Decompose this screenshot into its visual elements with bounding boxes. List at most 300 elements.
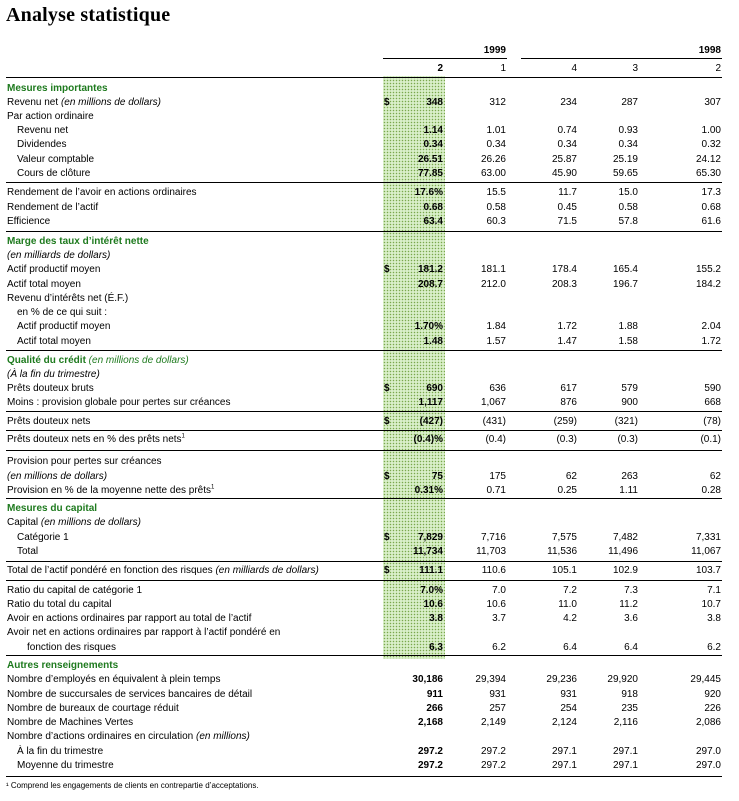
- value-cell-q4: 1.72: [701, 336, 721, 347]
- value-cell-q1: 26.26: [480, 154, 506, 165]
- row-label-text: À la fin du trimestre: [17, 746, 104, 757]
- value-cell-q0: 30,186: [412, 674, 443, 685]
- table-row: [0, 235, 739, 249]
- row-label: [7, 249, 110, 263]
- section-rule-9: [6, 655, 722, 656]
- value-cell-q1: 11,703: [476, 546, 506, 557]
- value-cell-q0: 77.85: [417, 168, 443, 179]
- value-cell-q3: 0.34: [618, 139, 638, 150]
- row-label-text: Prêts douteux bruts: [7, 383, 94, 394]
- value-cell-q3: 165.4: [612, 264, 638, 275]
- value-cell-q0: 75: [431, 471, 443, 482]
- value-cell-q0: 1.48: [423, 336, 443, 347]
- row-label-text: Revenu d’intérêts net (É.F.): [7, 293, 129, 304]
- value-cell-q2: 45.90: [551, 168, 577, 179]
- row-label-text: Nombre de bureaux de courtage réduit: [7, 703, 179, 714]
- row-label-text: Provision pour pertes sur créances: [7, 456, 162, 467]
- row-label: [7, 278, 81, 292]
- row-label-text: Nombre d’actions ordinaires en circulation: [7, 731, 196, 742]
- row-label-text: Revenu net: [7, 97, 61, 108]
- footnote: ¹ Comprend les engagements de clients en contrepartie d’acceptations.: [6, 781, 259, 790]
- value-cell-q2: 11.0: [558, 599, 577, 610]
- table-bottom-rule: [6, 776, 722, 777]
- row-label-text: Avoir en actions ordinaires par rapport au total de l’actif: [7, 613, 252, 624]
- row-label: [17, 531, 69, 545]
- table-row: [0, 702, 739, 716]
- table-row: [0, 167, 739, 181]
- value-cell-q1: (431): [482, 416, 506, 427]
- row-label-text: Revenu net: [17, 125, 69, 136]
- quarter-header-2: 4: [571, 63, 577, 74]
- row-label-text: Actif total moyen: [7, 279, 81, 290]
- page-title: Analyse statistique: [6, 4, 171, 26]
- table-row: [0, 626, 739, 640]
- table-row: [0, 82, 739, 96]
- row-label-text: Total: [17, 546, 39, 557]
- row-label-unit: (en millions de dollars): [40, 517, 141, 528]
- year-1999-header: 1999: [483, 45, 506, 56]
- value-cell-q2: 1.72: [557, 321, 577, 332]
- value-cell-q1: 175: [489, 471, 506, 482]
- value-cell-q1: 2,149: [480, 717, 506, 728]
- value-cell-q0: 11,734: [412, 546, 443, 557]
- row-label: [7, 688, 252, 702]
- row-label-text: Ratio du total du capital: [7, 599, 112, 610]
- row-label: [17, 335, 91, 349]
- value-cell-q0: 3.8: [429, 613, 443, 624]
- section-rule-5: [6, 450, 722, 451]
- dollar-sign: $: [384, 383, 390, 394]
- row-label: [7, 433, 185, 447]
- value-cell-q2: 2,124: [551, 717, 577, 728]
- table-row: [0, 745, 739, 759]
- value-cell-q3: 25.19: [612, 154, 638, 165]
- row-label-unit: (en millions de dollars): [85, 355, 189, 366]
- value-cell-q1: 10.6: [486, 599, 506, 610]
- row-label: [7, 564, 319, 578]
- section-rule-3: [6, 411, 722, 412]
- value-cell-q2: 7.2: [563, 585, 577, 596]
- value-cell-q0: 1.70%: [414, 321, 443, 332]
- value-cell-q1: 0.58: [486, 202, 506, 213]
- row-label-text: Nombre d’employés en équivalent à plein temps: [7, 674, 221, 685]
- value-cell-q4: 2.04: [701, 321, 721, 332]
- value-cell-q1: 297.2: [480, 760, 506, 771]
- value-cell-q0: 111.1: [419, 565, 443, 576]
- value-cell-q4: 297.0: [695, 746, 721, 757]
- table-row: [0, 186, 739, 200]
- row-label-text: Nombre de succursales de services bancaires de détail: [7, 689, 253, 700]
- row-label: [17, 124, 68, 138]
- value-cell-q0: 63.4: [423, 216, 443, 227]
- row-label: [7, 470, 107, 484]
- row-label: [7, 502, 97, 516]
- row-label: [7, 455, 162, 469]
- row-label-text: Capital: [7, 517, 41, 528]
- value-cell-q3: 579: [621, 383, 638, 394]
- value-cell-q3: 2,116: [613, 717, 638, 728]
- row-label: [7, 382, 94, 396]
- section-rule-1: [6, 231, 722, 232]
- row-label-text: Efficience: [7, 216, 51, 227]
- value-cell-q1: (0.4): [485, 434, 506, 445]
- value-cell-q4: 184.2: [695, 279, 721, 290]
- table-row: [0, 584, 739, 598]
- value-cell-q0: 17.6%: [414, 187, 443, 198]
- value-cell-q0: 0.34: [423, 139, 443, 150]
- row-label-text: Moyenne du trimestre: [17, 760, 114, 771]
- value-cell-q1: 6.2: [492, 642, 506, 653]
- row-label-text: Actif productif moyen: [7, 264, 101, 275]
- row-label: [7, 82, 108, 96]
- row-label: [7, 716, 133, 730]
- value-cell-q2: 4.2: [563, 613, 577, 624]
- value-cell-q1: 29,394: [475, 674, 506, 685]
- table-row: [0, 335, 739, 349]
- quarter-header-4: 2: [715, 63, 721, 74]
- value-cell-q3: 1.11: [619, 485, 638, 496]
- dollar-sign: $: [384, 97, 390, 108]
- value-cell-q4: (78): [703, 416, 721, 427]
- value-cell-q1: 297.2: [480, 746, 506, 757]
- value-cell-q4: 2,086: [695, 717, 721, 728]
- dollar-sign: $: [384, 416, 390, 427]
- value-cell-q4: 668: [704, 397, 721, 408]
- row-label-text: Actif total moyen: [17, 336, 91, 347]
- row-label: [17, 745, 103, 759]
- table-row: [0, 730, 739, 744]
- value-cell-q3: 15.0: [618, 187, 638, 198]
- table-row: [0, 673, 739, 687]
- value-cell-q3: 7,482: [612, 532, 638, 543]
- value-cell-q2: 0.25: [557, 485, 577, 496]
- value-cell-q1: 15.5: [486, 187, 506, 198]
- value-cell-q1: 636: [489, 383, 506, 394]
- row-label-text: Mesures du capital: [7, 503, 98, 514]
- table-row: [0, 598, 739, 612]
- row-label: [7, 612, 251, 626]
- value-cell-q3: 59.65: [612, 168, 638, 179]
- row-label-text: Dividendes: [17, 139, 67, 150]
- table-row: [0, 396, 739, 410]
- value-cell-q2: 11,536: [547, 546, 577, 557]
- table-row: [0, 612, 739, 626]
- value-cell-q4: 17.3: [701, 187, 721, 198]
- value-cell-q3: 102.9: [612, 565, 638, 576]
- section-rule-2: [6, 350, 722, 351]
- row-label-text: Prêts douteux nets en % des prêts nets: [7, 434, 182, 445]
- section-rule-6: [6, 498, 722, 499]
- table-row: [0, 110, 739, 124]
- value-cell-q1: 931: [489, 689, 506, 700]
- section-rule-8: [6, 580, 722, 581]
- value-cell-q2: 6.4: [563, 642, 577, 653]
- value-cell-q1: 1,067: [480, 397, 506, 408]
- dollar-sign: $: [384, 532, 390, 543]
- value-cell-q0: 6.3: [429, 642, 443, 653]
- table-row: [0, 249, 739, 263]
- footnote-marker: 1: [211, 484, 215, 491]
- section-rule-7: [6, 561, 722, 562]
- quarter-header-0: 2: [437, 63, 443, 74]
- value-cell-q3: (0.3): [617, 434, 638, 445]
- value-cell-q4: 62: [709, 471, 721, 482]
- table-row: [0, 516, 739, 530]
- value-cell-q4: 11,067: [691, 546, 721, 557]
- quarter-header-1: 1: [500, 63, 506, 74]
- value-cell-q3: 3.6: [624, 613, 638, 624]
- row-label: [7, 186, 197, 200]
- value-cell-q2: 297.1: [551, 746, 577, 757]
- row-label-text: Mesures importantes: [7, 83, 108, 94]
- row-label-text: Actif productif moyen: [17, 321, 111, 332]
- table-row: [0, 484, 739, 498]
- value-cell-q4: 3.8: [707, 613, 721, 624]
- table-row: [0, 641, 739, 655]
- table-row: [0, 759, 739, 773]
- table-row: [0, 531, 739, 545]
- row-label-text: en % de ce qui suit :: [17, 307, 108, 318]
- value-cell-q3: 57.8: [618, 216, 638, 227]
- value-cell-q4: 1.00: [701, 125, 721, 136]
- table-row: [0, 292, 739, 306]
- value-cell-q0: 348: [426, 97, 443, 108]
- value-cell-q3: 0.58: [618, 202, 638, 213]
- value-cell-q1: 1.57: [486, 336, 506, 347]
- value-cell-q3: 11.2: [619, 599, 638, 610]
- row-label: [7, 110, 94, 124]
- value-cell-q3: 297.1: [612, 760, 638, 771]
- value-cell-q1: 7.0: [492, 585, 506, 596]
- value-cell-q3: 11,496: [608, 546, 638, 557]
- value-cell-q3: 900: [621, 397, 638, 408]
- value-cell-q2: 297.1: [551, 760, 577, 771]
- value-cell-q0: 0.68: [423, 202, 443, 213]
- row-label-unit: (en millions de dollars): [60, 97, 161, 108]
- value-cell-q0: 2,168: [417, 717, 443, 728]
- value-cell-q3: 6.4: [624, 642, 638, 653]
- value-cell-q4: 920: [704, 689, 721, 700]
- value-cell-q0: 181.2: [417, 264, 443, 275]
- row-label: [7, 702, 179, 716]
- quarter-header-3: 3: [632, 63, 638, 74]
- value-cell-q0: 26.51: [417, 154, 443, 165]
- row-label-text: Marge des taux d’intérêt nette: [7, 236, 149, 247]
- row-label: [7, 516, 141, 530]
- footnote-marker: 1: [181, 433, 185, 440]
- row-label-text: Rendement de l’actif: [7, 202, 99, 213]
- value-cell-q0: 7,829: [417, 532, 443, 543]
- value-cell-q4: 0.32: [701, 139, 721, 150]
- row-label: [17, 153, 94, 167]
- value-cell-q2: 7,575: [551, 532, 577, 543]
- value-cell-q2: 1.47: [557, 336, 577, 347]
- row-label: [7, 598, 112, 612]
- row-label: [7, 201, 98, 215]
- row-label: [7, 263, 100, 277]
- value-cell-q3: 263: [621, 471, 638, 482]
- table-row: [0, 215, 739, 229]
- value-cell-q0: 208.7: [417, 279, 443, 290]
- table-row: [0, 153, 739, 167]
- row-label: [7, 292, 128, 306]
- value-cell-q4: 6.2: [707, 642, 721, 653]
- row-label: [7, 584, 142, 598]
- value-cell-q3: 0.93: [618, 125, 638, 136]
- value-cell-q4: 61.6: [701, 216, 721, 227]
- value-cell-q4: 155.2: [695, 264, 721, 275]
- table-row: [0, 263, 739, 277]
- value-cell-q2: 178.4: [551, 264, 577, 275]
- row-label-text: Prêts douteux nets: [7, 416, 91, 427]
- value-cell-q2: 0.45: [557, 202, 577, 213]
- row-label-text: Provision en % de la moyenne nette des prêts: [7, 485, 212, 496]
- value-cell-q1: 63.00: [480, 168, 506, 179]
- value-cell-q4: 24.12: [695, 154, 721, 165]
- row-label: [17, 167, 90, 181]
- dollar-sign: $: [384, 264, 390, 275]
- value-cell-q2: 29,236: [546, 674, 577, 685]
- row-label-text: Cours de clôture: [17, 168, 91, 179]
- value-cell-q1: 3.7: [492, 613, 506, 624]
- value-cell-q1: 257: [489, 703, 506, 714]
- row-label: [7, 215, 50, 229]
- table-row: [0, 415, 739, 429]
- value-cell-q3: 297.1: [612, 746, 638, 757]
- year-1999-underline: [383, 58, 507, 59]
- value-cell-q4: 297.0: [695, 760, 721, 771]
- value-cell-q0: 1,117: [418, 397, 443, 408]
- value-cell-q2: (0.3): [556, 434, 577, 445]
- table-row: [0, 455, 739, 469]
- table-row: [0, 716, 739, 730]
- row-label: [7, 354, 189, 368]
- row-label: [17, 545, 38, 559]
- value-cell-q1: 0.34: [486, 139, 506, 150]
- value-cell-q3: 1.88: [618, 321, 638, 332]
- value-cell-q4: (0.1): [700, 434, 721, 445]
- row-label: [7, 415, 90, 429]
- value-cell-q2: 208.3: [551, 279, 577, 290]
- value-cell-q2: 617: [560, 383, 577, 394]
- table-row: [0, 545, 739, 559]
- value-cell-q4: 10.7: [701, 599, 721, 610]
- value-cell-q4: 65.30: [695, 168, 721, 179]
- value-cell-q2: 0.74: [557, 125, 577, 136]
- value-cell-q1: 7,716: [480, 532, 506, 543]
- row-label-text: Ratio du capital de catégorie 1: [7, 585, 143, 596]
- value-cell-q0: 0.31%: [414, 485, 443, 496]
- table-row: [0, 688, 739, 702]
- row-label: [17, 306, 107, 320]
- row-label: [7, 368, 100, 382]
- value-cell-q3: 918: [621, 689, 638, 700]
- value-cell-q3: 196.7: [612, 279, 638, 290]
- row-label-text: fonction des risques: [27, 642, 116, 653]
- row-label-unit: (en milliards de dollars): [215, 565, 319, 576]
- table-row: [0, 354, 739, 368]
- value-cell-q1: 110.6: [481, 565, 506, 576]
- table-row: [0, 433, 739, 447]
- year-1998-header: 1998: [698, 45, 721, 56]
- table-row: [0, 470, 739, 484]
- value-cell-q4: 590: [704, 383, 721, 394]
- value-cell-q2: 62: [565, 471, 577, 482]
- value-cell-q3: 287: [621, 97, 638, 108]
- table-row: [0, 138, 739, 152]
- row-label: [17, 320, 110, 334]
- row-label-text: Qualité du crédit: [7, 355, 86, 366]
- value-cell-q1: 312: [489, 97, 506, 108]
- value-cell-q3: 7.3: [624, 585, 638, 596]
- value-cell-q3: 1.58: [618, 336, 638, 347]
- table-row: [0, 278, 739, 292]
- dollar-sign: $: [384, 471, 390, 482]
- value-cell-q0: (427): [419, 416, 443, 427]
- row-label: [7, 673, 220, 687]
- row-label: [7, 659, 118, 673]
- table-row: [0, 502, 739, 516]
- row-label: [7, 730, 250, 744]
- value-cell-q4: 7,331: [695, 532, 721, 543]
- value-cell-q2: 234: [560, 97, 577, 108]
- value-cell-q3: 235: [621, 703, 638, 714]
- value-cell-q0: 911: [426, 689, 443, 700]
- row-label-text: Rendement de l’avoir en actions ordinaires: [7, 187, 197, 198]
- dollar-sign: $: [384, 565, 390, 576]
- value-cell-q1: 60.3: [486, 216, 506, 227]
- value-cell-q2: 931: [560, 689, 577, 700]
- table-row: [0, 320, 739, 334]
- row-label-text: Moins : provision globale pour pertes sur créances: [7, 397, 231, 408]
- value-cell-q0: 266: [426, 703, 443, 714]
- value-cell-q1: 0.71: [486, 485, 506, 496]
- value-cell-q2: (259): [553, 416, 577, 427]
- value-cell-q0: 297.2: [417, 746, 443, 757]
- value-cell-q1: 212.0: [480, 279, 506, 290]
- row-label: [17, 759, 114, 773]
- value-cell-q2: 11.7: [558, 187, 577, 198]
- value-cell-q2: 254: [560, 703, 577, 714]
- row-label: [17, 138, 66, 152]
- table-row: [0, 306, 739, 320]
- row-label-text: Total de l’actif pondéré en fonction des risques: [7, 565, 216, 576]
- row-label: [27, 641, 116, 655]
- year-1998-underline: [521, 58, 722, 59]
- value-cell-q4: 307: [704, 97, 721, 108]
- section-rule-0: [6, 182, 722, 183]
- value-cell-q2: 876: [560, 397, 577, 408]
- row-label-text: Autres renseignements: [7, 660, 119, 671]
- value-cell-q2: 0.34: [557, 139, 577, 150]
- row-label-text: Valeur comptable: [17, 154, 95, 165]
- value-cell-q4: 226: [704, 703, 721, 714]
- value-cell-q1: 1.01: [486, 125, 506, 136]
- value-cell-q0: 690: [426, 383, 443, 394]
- row-label-unit: (en millions de dollars): [7, 471, 108, 482]
- value-cell-q0: 7.0%: [420, 585, 443, 596]
- value-cell-q2: 25.87: [551, 154, 577, 165]
- row-label-unit: (À la fin du trimestre): [7, 369, 100, 380]
- row-label: [7, 626, 280, 640]
- table-row: [0, 201, 739, 215]
- value-cell-q0: 1.14: [423, 125, 443, 136]
- table-row: [0, 96, 739, 110]
- value-cell-q4: 0.68: [701, 202, 721, 213]
- row-label-text: Avoir net en actions ordinaires par rapport à l’actif pondéré en: [7, 627, 281, 638]
- table-row: [0, 368, 739, 382]
- row-label-text: Nombre de Machines Vertes: [7, 717, 134, 728]
